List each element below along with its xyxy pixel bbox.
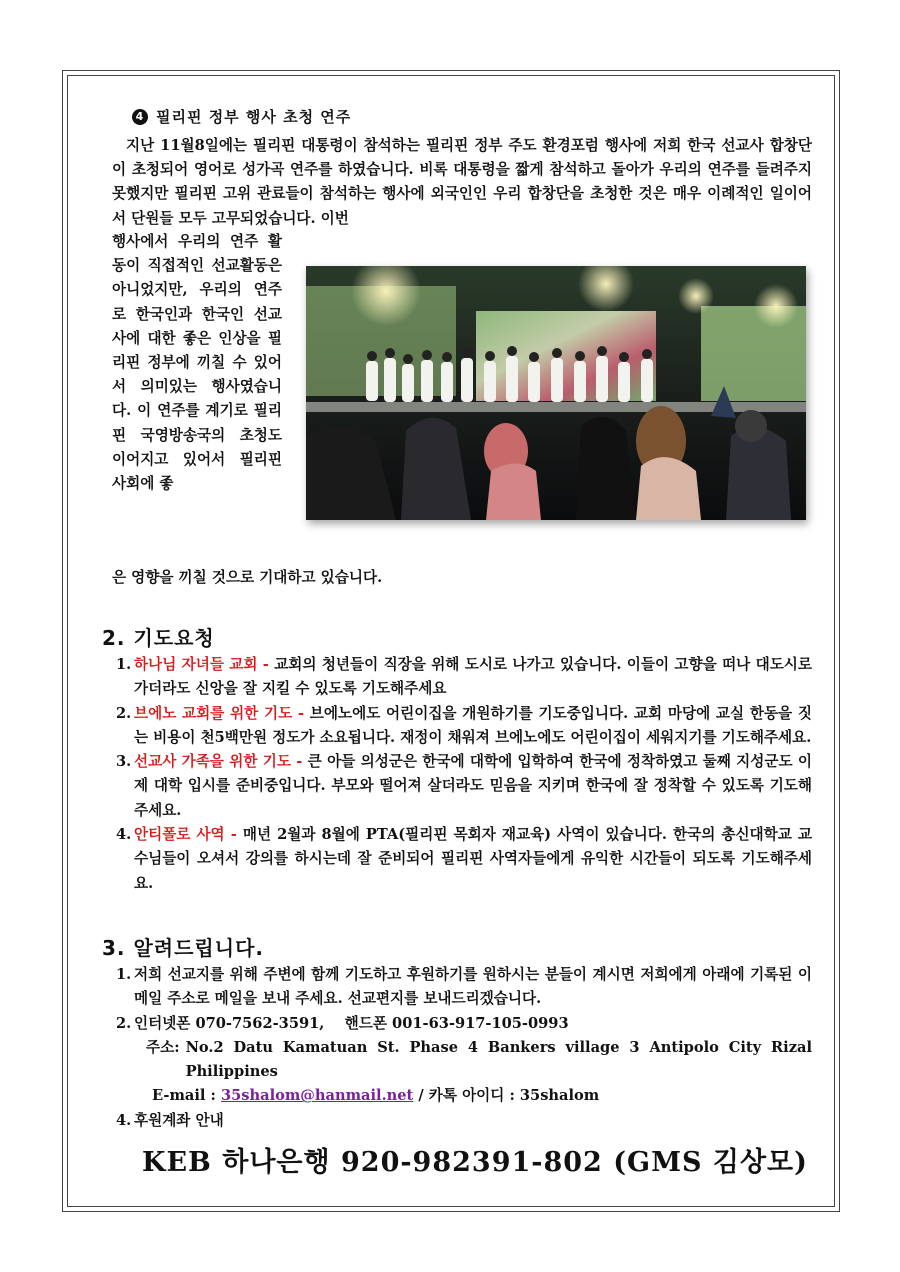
address-text: No.2 Datu Kamatuan St. Phase 4 Bankers village 3 Antipolo City Rizal Philippines [185, 1038, 812, 1081]
choir-concert-photo [306, 266, 806, 520]
notice-list [116, 963, 812, 1133]
prayer-item-title: 선교사 가족을 위한 기도 [134, 753, 291, 771]
section-4-paragraph: 지난 11월8일에는 필리핀 대통령이 참석하는 필리핀 정부 주도 환경포럼 행사에 저희 한국 선교사 합창단이 초청되어 영어로 성가곡 연주를 하였습니다. 비록 대통령을 짧게 참석하고 돌아가 우리의 연주를 들려주지 못했지만 필리핀 고위 관료들이 참석하는 행사에 외국인인 우리 합창단을 초청한 것은 매우 이례적인 일이어서 단원들 모두 고무되었습니다. 이번 [112, 137, 812, 227]
address-row [116, 1036, 812, 1085]
section-4-paragraph-wrap: 행사에서 우리의 연주 활동이 직접적인 선교활동은 아니었지만, 우리의 연주로 한국인과 한국인 선교사에 대한 좋은 인상을 필리핀 정부에 끼칠 수 있어서 의미있는 행사였습니다. 이 연주를 계기로 필리핀 국영방송국의 초청도 이어지고 있어서 필리핀 사회에 좋 [112, 233, 282, 493]
prayer-item: 3. 선교사 가족을 위한 기도 - 큰 아들 의성군은 한국에 대학에 입학하여 한국에 정착하였고 둘째 지성군도 이제 대학 입시를 준비중입니다. 부모와 떨어져 살더라도 믿음을 지키며 한국에 잘 정착할 수 있도록 기도해주세요. [116, 753, 812, 819]
kakao-id: / 카톡 아이디 : 35shalom [413, 1087, 600, 1105]
notice-heading: 3. 알려드립니다. [102, 936, 264, 960]
section-4-paragraph-end: 은 영향을 끼칠 것으로 기대하고 있습니다. [112, 569, 383, 586]
address-label: 주소: [146, 1038, 180, 1056]
section-4-title-text: 필리핀 정부 행사 초청 연주 [156, 108, 352, 126]
prayer-item-text: 매년 2월과 8월에 PTA(필리핀 목회자 재교육) 사역이 있습니다. 한국의 총신대학교 교수님들이 오셔서 강의를 하시는데 잘 준비되어 필리핀 사역자들에게 유익한 시간들이 되도록 기도해주세요. [134, 826, 813, 892]
bank-account-number: KEB 하나은행 920-982391-802 (GMS 김상모) [142, 1147, 808, 1178]
notice-item-text: 저희 선교지를 위해 주변에 함께 기도하고 후원하기를 원하시는 분들이 계시면 저희에게 아래에 기록된 이메일 주소로 메일을 보내 주세요. 선교편지를 보내드리겠습니다. [134, 966, 812, 1008]
email-label: E-mail : [152, 1087, 221, 1105]
prayer-item: 1. 하나님 자녀들 교회 - 교회의 청년들이 직장을 위해 도시로 나가고 있습니다. 이들이 고향을 떠나 대도시로 가더라도 신앙을 잘 지킬 수 있도록 기도해주세요 [116, 656, 812, 698]
prayer-item-text: 브에노에도 어린이집을 개원하기를 기도중입니다. 교회 마당에 교실 한동을 짓는 비용이 천5백만원 정도가 소요됩니다. 재정이 채워져 브에노에도 어린이집이 세워지기를 기도해주세요. [134, 704, 812, 746]
phone-numbers: 인터넷폰 070-7562-3591, 핸드폰 001-63-917-105-0993 [134, 1014, 569, 1032]
email-row [116, 1084, 812, 1108]
email-link[interactable]: 35shalom@hanmail.net [221, 1087, 414, 1105]
prayer-item-title: 하나님 자녀들 교회 [134, 656, 258, 673]
section-number-badge: 4 [132, 109, 148, 125]
prayer-request-heading: 2. 기도요청 [102, 626, 215, 650]
notice-item-contact: 2. 인터넷폰 070-7562-3591, 핸드폰 001-63-917-105-0993 [116, 1014, 569, 1032]
notice-item: 1. 저희 선교지를 위해 주변에 함께 기도하고 후원하기를 원하시는 분들이 계시면 저희에게 아래에 기록된 이메일 주소로 메일을 보내 주세요. 선교편지를 보내드리겠습니다. [116, 966, 812, 1008]
section-4-title [132, 106, 351, 127]
prayer-item: 4. 안티폴로 사역 - 매년 2월과 8월에 PTA(필리핀 목회자 재교육) 사역이 있습니다. 한국의 총신대학교 교수님들이 오셔서 강의를 하시는데 잘 준비되어 필리핀 사역자들에게 유익한 시간들이 되도록 기도해주세요. [116, 826, 813, 892]
prayer-item-title: 브에노 교회를 위한 기도 [134, 704, 293, 722]
prayer-item: 2. 브에노 교회를 위한 기도 - 브에노에도 어린이집을 개원하기를 기도중입니다. 교회 마당에 교실 한동을 짓는 비용이 천5백만원 정도가 소요됩니다. 재정이 채워져 브에노에도 어린이집이 세워지기를 기도해주세요. [116, 704, 812, 746]
account-guide-label: 후원계좌 안내 [134, 1111, 224, 1129]
prayer-item-text: 큰 아들 의성군은 한국에 대학에 입학하여 한국에 정착하였고 둘째 지성군도 이제 대학 입시를 준비중입니다. 부모와 떨어져 살더라도 믿음을 지키며 한국에 잘 정착할 수 있도록 기도해주세요. [134, 753, 812, 819]
prayer-request-list [116, 653, 812, 896]
notice-item-account: 4. 후원계좌 안내 [116, 1111, 224, 1129]
prayer-item-title: 안티폴로 사역 [134, 826, 225, 844]
prayer-item-text: 교회의 청년들이 직장을 위해 도시로 나가고 있습니다. 이들이 고향을 떠나 대도시로 가더라도 신앙을 잘 지킬 수 있도록 기도해주세요 [134, 656, 812, 698]
